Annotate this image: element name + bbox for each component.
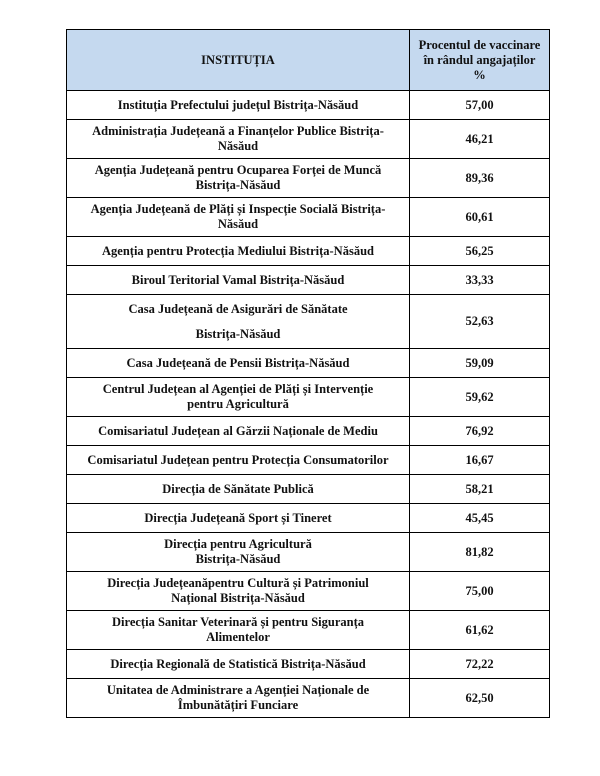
institution-name-line: Biroul Teritorial Vamal Bistrița-Năsăud (131, 272, 345, 287)
table-row (67, 679, 550, 718)
institution-name-cell (67, 237, 410, 266)
vaccination-percent-cell: 33,33 (410, 266, 550, 295)
institution-name-line: Direcția Sanitar Veterinară și pentru Siguranța (112, 615, 364, 629)
table-row (67, 349, 550, 378)
institution-name-cell (67, 572, 410, 611)
institution-name-line: Casa Județeană de Asigurări de Sănătate (128, 301, 348, 316)
percent-header-line: % (473, 67, 486, 82)
institution-name-cell (67, 417, 410, 446)
institution-name-cell (67, 533, 410, 572)
institution-name-cell (67, 295, 410, 349)
institution-name-line: Unitatea de Administrare a Agenției Naționale de (106, 683, 370, 697)
institution-name-cell (67, 446, 410, 475)
vaccination-percent-cell: 76,92 (410, 417, 550, 446)
institution-name-cell (67, 159, 410, 198)
table-row (67, 504, 550, 533)
institution-name-line: Instituția Prefectului județul Bistrița-Năsăud (117, 97, 359, 112)
vaccination-percent-cell: 72,22 (410, 650, 550, 679)
institution-name-cell (67, 679, 410, 718)
table-row (67, 295, 550, 349)
institution-name-cell (67, 475, 410, 504)
vaccination-percent-cell: 58,21 (410, 475, 550, 504)
table-row (67, 572, 550, 611)
institution-name-cell (67, 650, 410, 679)
institution-name-line: Năsăud (217, 139, 259, 153)
vaccination-percent-cell: 45,45 (410, 504, 550, 533)
institution-name-line: Agenția Județeană pentru Ocuparea Forței de Muncă (94, 163, 382, 177)
vaccination-percent-cell: 59,62 (410, 378, 550, 417)
table-row (67, 120, 550, 159)
vaccination-percent-cell: 16,67 (410, 446, 550, 475)
institution-name-line: Direcția Regională de Statistică Bistrița-Năsăud (110, 656, 366, 671)
vaccination-percent-cell: 59,09 (410, 349, 550, 378)
vaccination-percent-cell: 61,62 (410, 611, 550, 650)
institution-name-line: Național Bistrița-Năsăud (171, 591, 305, 605)
institution-name-line: Casa Județeană de Pensii Bistrița-Năsăud (126, 355, 350, 370)
vaccination-table (66, 29, 550, 718)
institution-name-line: Direcția Județeanăpentru Cultură și Patrimoniul (107, 576, 369, 590)
table-row (67, 650, 550, 679)
institution-name-line: Bistrița-Năsăud (195, 326, 281, 341)
vaccination-percent-cell: 56,25 (410, 237, 550, 266)
table-row (67, 417, 550, 446)
vaccination-percent-cell: 60,61 (410, 198, 550, 237)
institution-name-cell (67, 611, 410, 650)
percent-column-header (410, 30, 550, 91)
table-row (67, 475, 550, 504)
table-header-row (67, 30, 550, 91)
institution-name-line: Centrul Județean al Agenției de Plăți și Intervenție (102, 382, 374, 396)
vaccination-percent-cell: 75,00 (410, 572, 550, 611)
institution-name-line: Năsăud (217, 217, 259, 231)
institution-name-line: Comisariatul Județean pentru Protecția Consumatorilor (87, 452, 389, 467)
institution-name-line: Îmbunătățiri Funciare (177, 698, 299, 712)
institution-name-cell (67, 120, 410, 159)
institution-name-line: Bistrița-Năsăud (195, 552, 281, 566)
percent-header-line: Procentul de vaccinare (418, 37, 541, 52)
institution-name-line: Alimentelor (206, 630, 270, 644)
institution-name-cell (67, 266, 410, 295)
vaccination-percent-cell: 89,36 (410, 159, 550, 198)
institution-name-cell (67, 504, 410, 533)
institution-name-line: Agenția Județeană de Plăți și Inspecție Socială Bistrița- (90, 202, 386, 216)
table-row (67, 198, 550, 237)
vaccination-percent-cell: 52,63 (410, 295, 550, 349)
vaccination-percent-cell: 57,00 (410, 91, 550, 120)
percent-header-line: în rândul angajaților (423, 52, 536, 67)
institution-name-line: Direcția de Sănătate Publică (162, 481, 314, 496)
institution-name-line: Agenția pentru Protecția Mediului Bistrița-Năsăud (102, 243, 374, 258)
table-row (67, 378, 550, 417)
institution-name-line: Direcția pentru Agricultură (164, 537, 312, 551)
table-row (67, 159, 550, 198)
vaccination-percent-cell: 81,82 (410, 533, 550, 572)
table-row (67, 533, 550, 572)
institution-name-line: Comisariatul Județean al Gărzii Naționale de Mediu (98, 423, 378, 438)
table-body (67, 91, 550, 718)
table-row (67, 237, 550, 266)
vaccination-percent-cell: 46,21 (410, 120, 550, 159)
institution-name-line: pentru Agricultură (187, 397, 289, 411)
institution-name-cell (67, 349, 410, 378)
table-row (67, 446, 550, 475)
table-row (67, 91, 550, 120)
institution-name-cell (67, 378, 410, 417)
institution-column-header: INSTITUȚIA (67, 30, 410, 91)
institution-name-cell (67, 91, 410, 120)
institution-name-line: Direcția Județeană Sport și Tineret (144, 510, 332, 525)
institution-name-cell (67, 198, 410, 237)
institution-name-line: Bistrița-Năsăud (195, 178, 281, 192)
institution-name-line: Administrația Județeană a Finanțelor Publice Bistrița- (92, 124, 384, 138)
table-row (67, 611, 550, 650)
table-row (67, 266, 550, 295)
vaccination-percent-cell: 62,50 (410, 679, 550, 718)
